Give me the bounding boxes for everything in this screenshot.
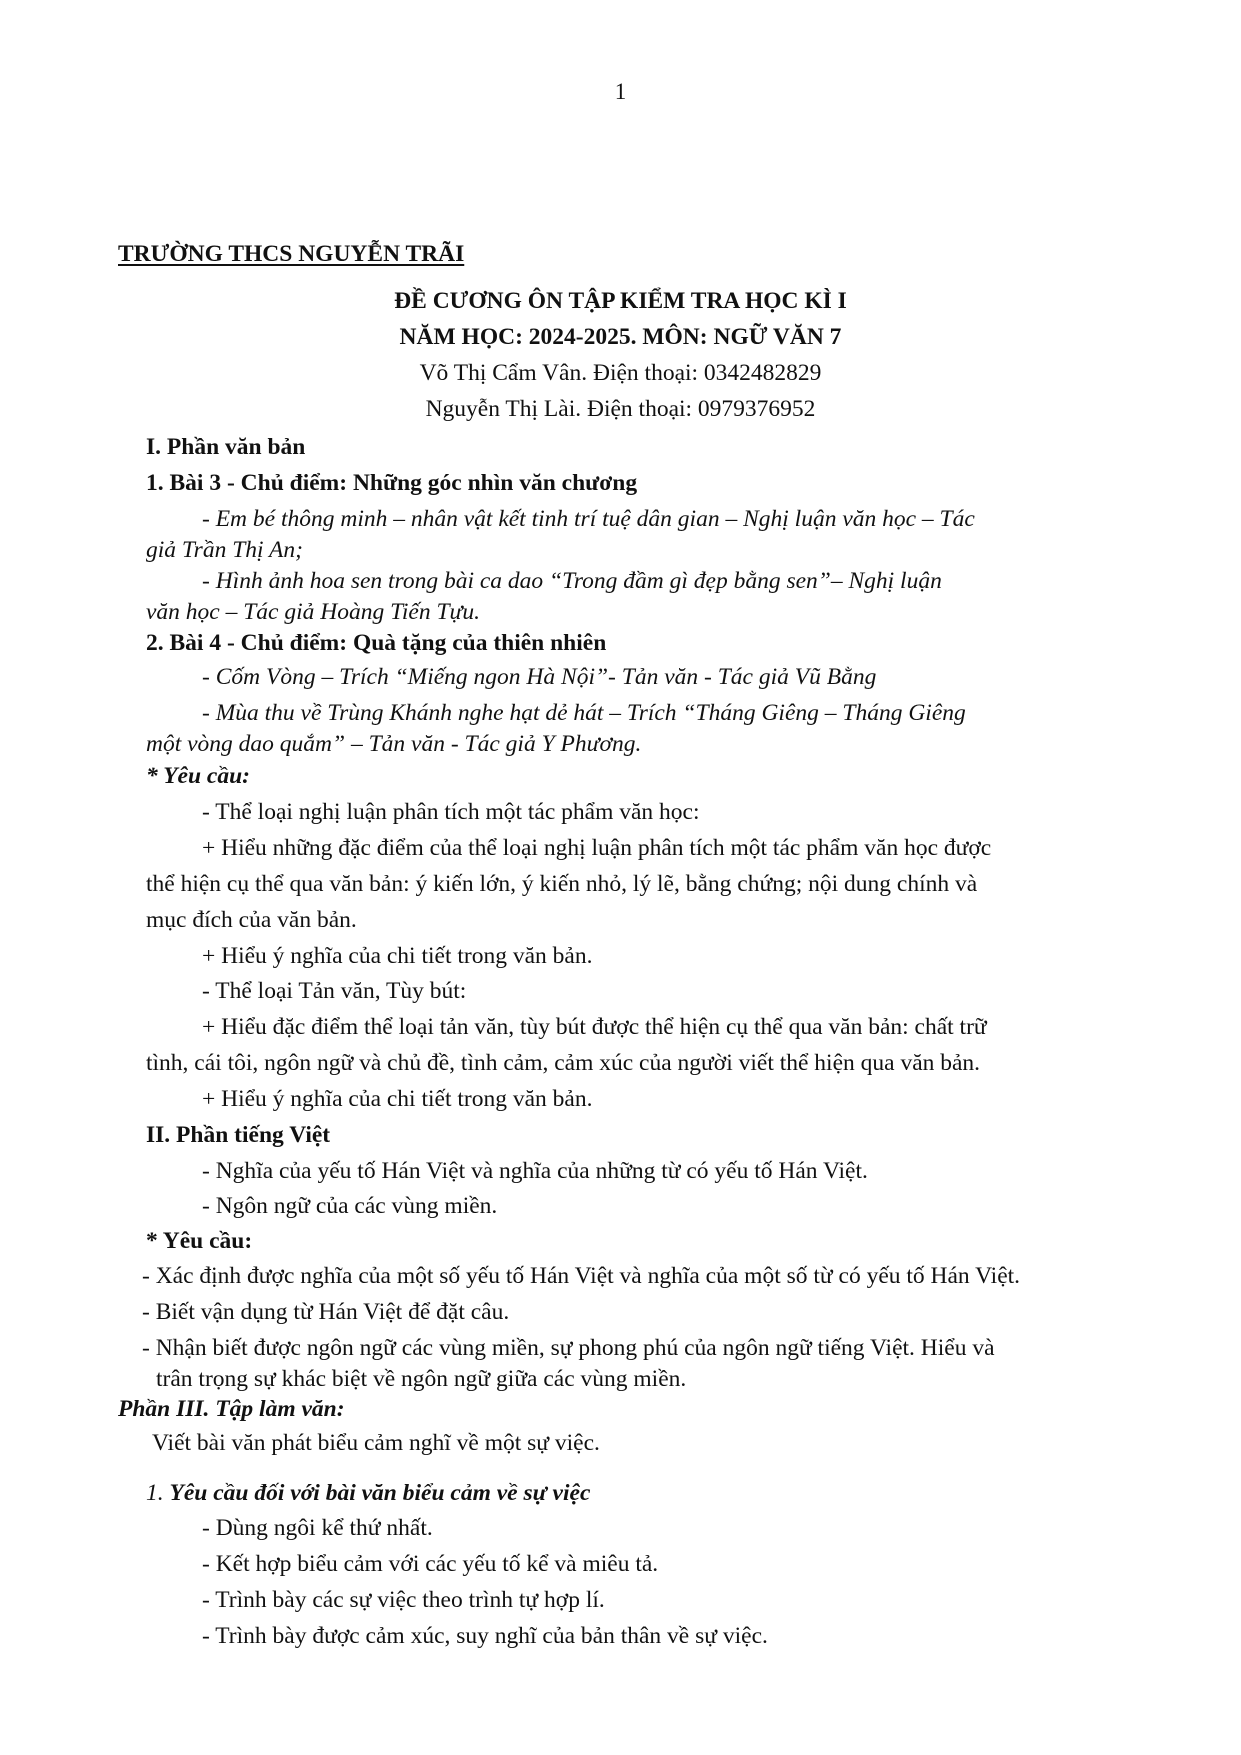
- lesson-3-item-2-line-1: - Hình ảnh hoa sen trong bài ca dao “Trong đầm gì đẹp bằng sen”– Nghị luận: [202, 568, 942, 594]
- section-3-intro: Viết bài văn phát biểu cảm nghĩ về một sự việc.: [152, 1430, 600, 1456]
- school-name: TRƯỜNG THCS NGUYỄN TRÃI: [118, 241, 465, 267]
- document-title: ĐỀ CƯƠNG ÔN TẬP KIỂM TRA HỌC KÌ I: [394, 288, 847, 314]
- lesson-3-item-1-line-1: - Em bé thông minh – nhân vật kết tinh trí tuệ dân gian – Nghị luận văn học – Tác: [202, 506, 975, 532]
- section-3-item-2: - Kết hợp biểu cảm với các yếu tố kể và miêu tả.: [202, 1551, 659, 1577]
- lesson-3-item-1-line-2: giả Trần Thị An;: [146, 537, 303, 563]
- section-3-item-1: - Dùng ngôi kể thứ nhất.: [202, 1515, 433, 1541]
- requirement-prose-genre: - Thể loại Tản văn, Tùy bút:: [202, 978, 467, 1004]
- section-2-requirement-2: - Biết vận dụng từ Hán Việt để đặt câu.: [142, 1299, 510, 1325]
- document-subtitle: NĂM HỌC: 2024-2025. MÔN: NGỮ VĂN 7: [399, 324, 842, 350]
- section-3-heading: Phần III. Tập làm văn:: [118, 1396, 345, 1422]
- requirement-essay-genre: - Thể loại nghị luận phân tích một tác phẩm văn học:: [202, 799, 700, 825]
- section-2-requirement-3-line-1: - Nhận biết được ngôn ngữ các vùng miền, sự phong phú của ngôn ngữ tiếng Việt. Hiểu và: [142, 1335, 995, 1361]
- lesson-4-item-1: - Cốm Vòng – Trích “Miếng ngon Hà Nội”- Tản văn - Tác giả Vũ Bằng: [202, 664, 877, 690]
- section-1-heading: I. Phần văn bản: [146, 434, 306, 460]
- requirement-prose-meaning: + Hiểu ý nghĩa của chi tiết trong văn bản.: [202, 1086, 593, 1112]
- requirement-prose-detail-line-1: + Hiểu đặc điểm thể loại tản văn, tùy bút được thể hiện cụ thể qua văn bản: chất trữ: [202, 1014, 987, 1040]
- requirement-essay-detail-line-3: mục đích của văn bản.: [146, 907, 357, 933]
- teacher-contact-1: Võ Thị Cẩm Vân. Điện thoại: 0342482829: [419, 360, 822, 386]
- lesson-3-heading: 1. Bài 3 - Chủ điểm: Những góc nhìn văn chương: [146, 470, 638, 496]
- section-2-requirements-label: * Yêu cầu:: [146, 1228, 253, 1254]
- lesson-3-item-2-line-2: văn học – Tác giả Hoàng Tiến Tựu.: [146, 599, 480, 625]
- section-1-requirements-label: * Yêu cầu:: [146, 763, 251, 789]
- section-3-subheading-number: 1.: [146, 1480, 170, 1506]
- section-3-item-4: - Trình bày được cảm xúc, suy nghĩ của bản thân về sự việc.: [202, 1623, 768, 1649]
- section-3-item-3: - Trình bày các sự việc theo trình tự hợp lí.: [202, 1587, 605, 1613]
- section-2-heading: II. Phần tiếng Việt: [146, 1122, 331, 1148]
- page-number: 1: [614, 79, 627, 104]
- requirement-essay-detail-line-2: thể hiện cụ thể qua văn bản: ý kiến lớn, ý kiến nhỏ, lý lẽ, bằng chứng; nội dung chính và: [146, 871, 978, 897]
- section-2-requirement-3-line-2: trân trọng sự khác biệt về ngôn ngữ giữa các vùng miền.: [156, 1366, 687, 1392]
- section-2-requirement-1: - Xác định được nghĩa của một số yếu tố Hán Việt và nghĩa của một số từ có yếu tố Hán Việt.: [142, 1263, 1021, 1289]
- lesson-4-heading: 2. Bài 4 - Chủ điểm: Quà tặng của thiên nhiên: [146, 630, 607, 656]
- lesson-4-item-2-line-1: - Mùa thu về Trùng Khánh nghe hạt dẻ hát – Trích “Tháng Giêng – Tháng Giêng: [202, 700, 966, 726]
- requirement-prose-detail-line-2: tình, cái tôi, ngôn ngữ và chủ đề, tình cảm, cảm xúc của người viết thể hiện qua văn bản.: [146, 1050, 981, 1076]
- section-3-subheading: [146, 1482, 590, 1506]
- requirement-essay-detail-line-1: + Hiểu những đặc điểm của thể loại nghị luận phân tích một tác phẩm văn học được: [202, 835, 992, 861]
- lesson-4-item-2-line-2: một vòng dao quắm” – Tản văn - Tác giả Y Phương.: [146, 731, 642, 757]
- section-3-subheading-text: Yêu cầu đối với bài văn biểu cảm về sự việc: [169, 1480, 591, 1506]
- teacher-contact-2: Nguyễn Thị Lài. Điện thoại: 0979376952: [425, 396, 816, 422]
- requirement-essay-meaning: + Hiểu ý nghĩa của chi tiết trong văn bản.: [202, 943, 593, 969]
- section-2-item-1: - Nghĩa của yếu tố Hán Việt và nghĩa của những từ có yếu tố Hán Việt.: [202, 1158, 868, 1184]
- section-2-item-2: - Ngôn ngữ của các vùng miền.: [202, 1193, 498, 1219]
